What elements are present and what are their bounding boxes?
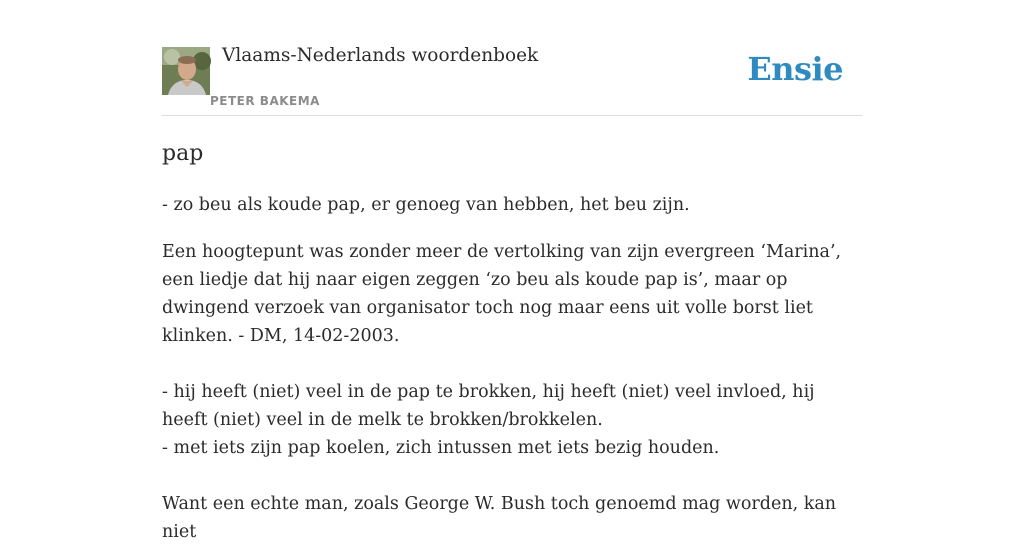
entry-body: Een hoogtepunt was zonder meer de vertolking van zijn evergreen ‘Marina’, een liedje dat hij naar eigen zeggen ‘zo beu als koude pap is’, maar op dwingend verzoek van organisator toch nog maar eens uit volle borst liet klinken. - DM, 14-02-2003. - hij heeft (niet) veel in de pap te brokken, hij heeft (niet) veel invloed, hij heeft (niet) veel in de melk te brokken/brokkelen. - met iets zijn pap koelen, zich intussen met iets bezig houden. Want een echte man, zoals George W. Bush toch genoemd mag worden, kan niet <box>162 242 842 542</box>
entry-term: pap <box>162 141 204 166</box>
ensie-logo[interactable]: Ensie <box>747 50 843 88</box>
entry-content <box>162 140 862 546</box>
dictionary-title[interactable]: Vlaams-Nederlands woordenboek <box>222 45 539 66</box>
dictionary-header <box>162 44 862 116</box>
author-name[interactable]: PETER BAKEMA <box>210 94 320 108</box>
author-avatar[interactable] <box>162 47 210 95</box>
entry-definition: - zo beu als koude pap, er genoeg van hebben, het beu zijn. <box>162 195 690 215</box>
avatar-photo-icon <box>162 47 210 95</box>
